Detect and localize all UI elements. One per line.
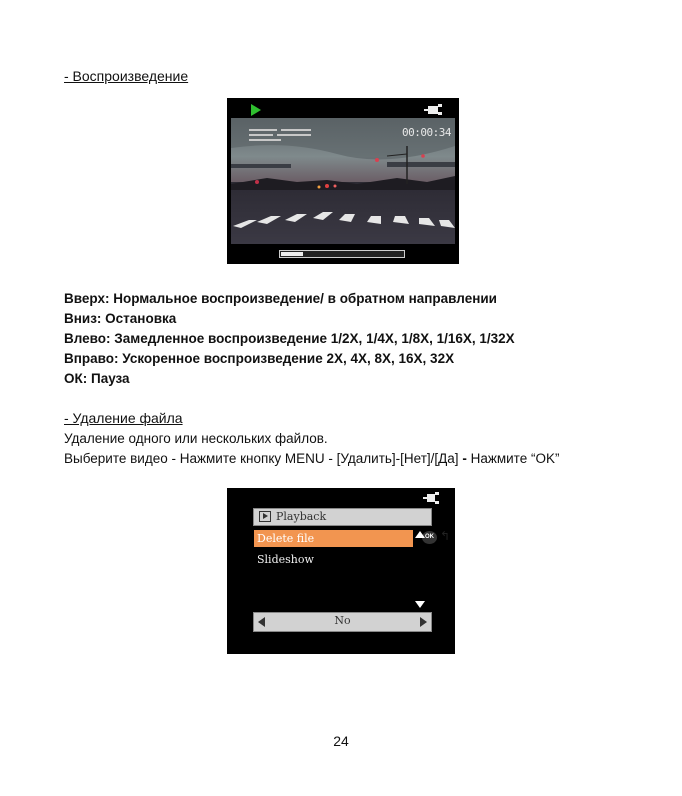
ok-icon[interactable]: OK (422, 531, 437, 544)
arrow-right-icon[interactable] (420, 617, 427, 627)
delete-instructions (64, 449, 559, 469)
usb-icon (423, 492, 439, 504)
menu-item-slideshow[interactable]: Slideshow (257, 553, 314, 566)
control-ok: ОК: Пауза (64, 371, 130, 386)
playback-screen (227, 98, 459, 264)
play-icon (251, 104, 261, 116)
delete-instructions-dash: - (462, 451, 467, 466)
control-up: Вверх: Нормальное воспроизведение/ в обратном направлении (64, 291, 497, 306)
playback-mode-icon (259, 511, 271, 522)
menu-screen (227, 488, 455, 654)
scroll-up-icon[interactable] (415, 531, 425, 538)
back-icon[interactable]: ↰ (440, 529, 451, 543)
menu-title: Playback (276, 510, 327, 523)
delete-instructions-part2: Нажмите “OK” (466, 451, 560, 466)
playback-controls-list (64, 289, 664, 389)
value-text: No (334, 614, 351, 627)
timecode: 00:00:34 (402, 126, 451, 139)
control-left: Влево: Замедленное воспроизведение 1/2X, 1/4X, 1/8X, 1/16X, 1/32X (64, 331, 515, 346)
menu-item-delete-file[interactable]: Delete file (254, 530, 413, 547)
delete-description: Удаление одного или нескольких файлов. (64, 431, 328, 446)
playback-scene (227, 98, 459, 264)
value-selector[interactable] (253, 612, 432, 632)
control-right: Вправо: Ускоренное воспроизведение 2X, 4X, 8X, 16X, 32X (64, 351, 455, 366)
playback-progress-fill (281, 252, 303, 256)
usb-icon (424, 104, 442, 115)
playback-heading: - Воспроизведение (64, 68, 189, 84)
control-down: Вниз: Остановка (64, 311, 177, 326)
playback-progress-bar[interactable] (279, 250, 405, 258)
delete-instructions-part1: Выберите видео - Нажмите кнопку MENU - [Удалить]-[Нет]/[Да] (64, 451, 463, 466)
scroll-down-icon[interactable] (415, 601, 425, 608)
delete-heading: - Удаление файла (64, 410, 183, 426)
page-number: 24 (333, 733, 349, 749)
